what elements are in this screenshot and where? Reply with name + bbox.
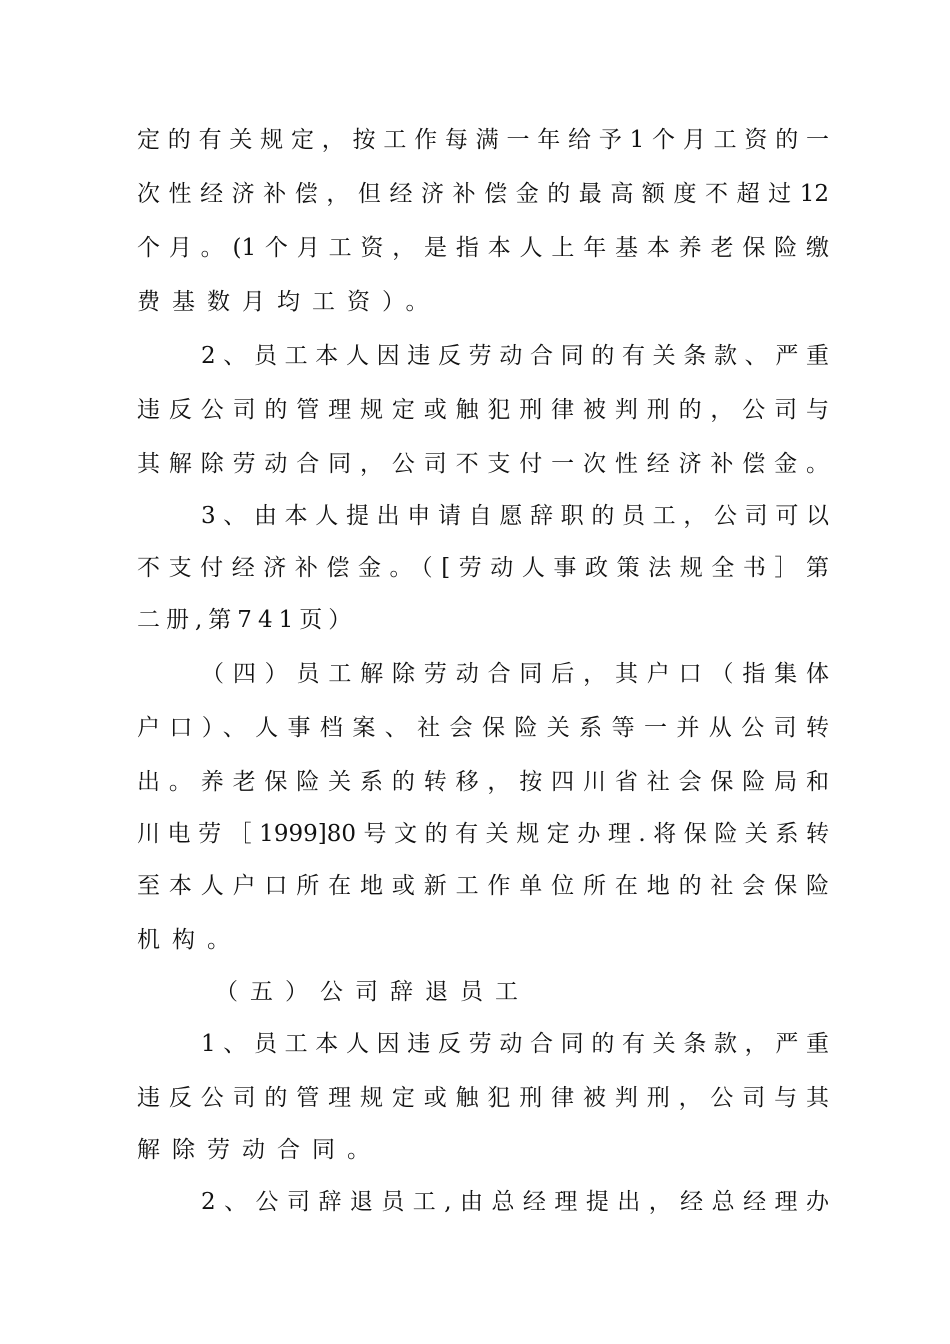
text-line: 机构。 (137, 927, 242, 953)
paragraph-start-line: 2、员工本人因违反劳动合同的有关条款、严重 (201, 343, 829, 369)
text-line: 至本人户口所在地或新工作单位所在地的社会保险 (137, 873, 829, 899)
text-line: 二册,第741页） (137, 607, 358, 633)
text-line: 定的有关规定，按工作每满一年给予1个月工资的一 (137, 127, 829, 153)
text-line: 川电劳［1999]80号文的有关规定办理.将保险关系转 (137, 821, 829, 847)
text-line: 户口）、人事档案、社会保险关系等一并从公司转 (137, 715, 829, 741)
text-line: 其解除劳动合同，公司不支付一次性经济补偿金。 (137, 451, 829, 477)
paragraph-start-line: 1、员工本人因违反劳动合同的有关条款，严重 (201, 1031, 829, 1057)
text-line: 违反公司的管理规定或触犯刑律被判刑的，公司与 (137, 397, 829, 423)
text-line: 违反公司的管理规定或触犯刑律被判刑，公司与其 (137, 1085, 829, 1111)
section-heading: （五）公司辞退员工 (215, 979, 530, 1005)
text-line: 解除劳动合同。 (137, 1137, 382, 1163)
text-line: 个月。(1个月工资，是指本人上年基本养老保险缴 (137, 235, 829, 261)
text-line: 次性经济补偿，但经济补偿金的最高额度不超过12 (137, 181, 829, 207)
paragraph-start-line: （四）员工解除劳动合同后，其户口（指集体 (201, 661, 829, 687)
paragraph-start-line: 2、公司辞退员工,由总经理提出，经总经理办 (201, 1189, 829, 1215)
text-line: 出。养老保险关系的转移，按四川省社会保险局和 (137, 769, 829, 795)
text-line: 不支付经济补偿金。（[劳动人事政策法规全书］第 (137, 555, 829, 581)
paragraph-start-line: 3、由本人提出申请自愿辞职的员工，公司可以 (201, 503, 829, 529)
text-line: 费基数月均工资）。 (137, 289, 441, 315)
